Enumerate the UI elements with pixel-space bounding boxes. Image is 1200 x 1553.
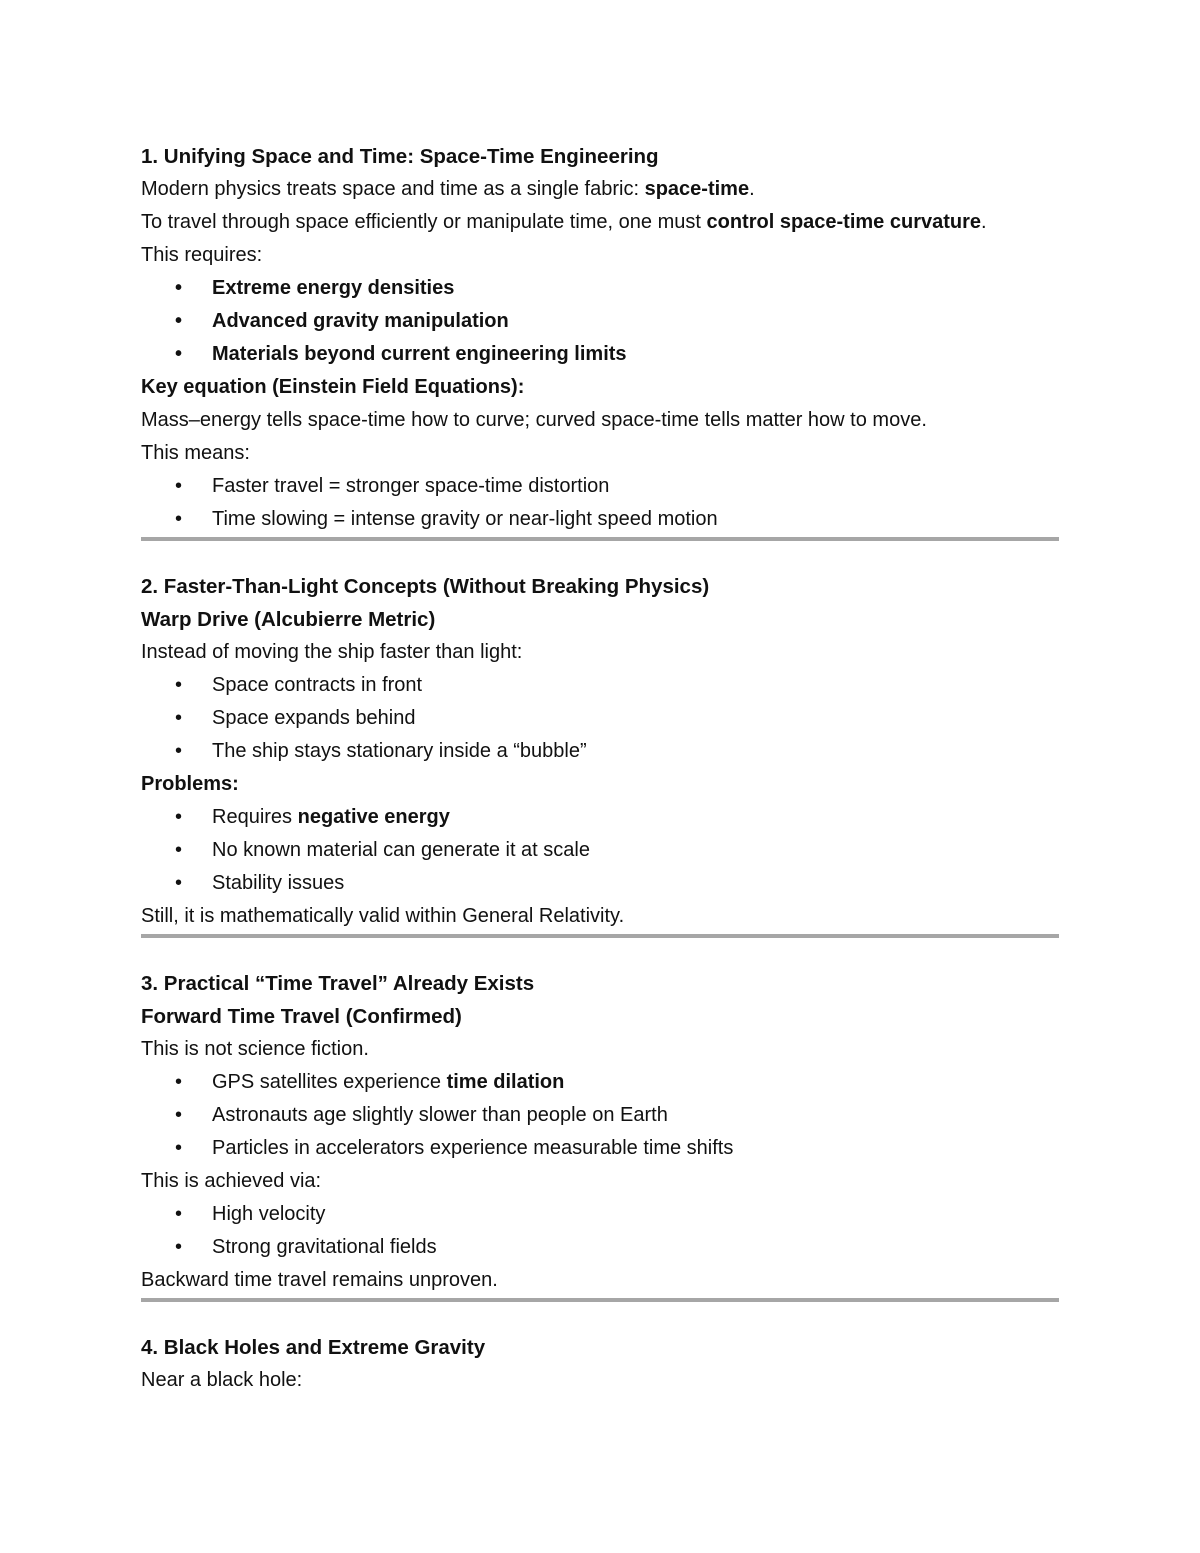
list-item-text: Space contracts in front [212,674,423,696]
list-item [141,1066,1059,1099]
list-item-text: Particles in accelerators experience measurable time shifts [212,1137,734,1159]
list-item-text: Time slowing = intense gravity or near-light speed motion [212,508,718,530]
bullet-icon: • [175,707,183,729]
means-label: This means: [141,442,250,464]
list-item [141,834,1059,867]
bullet-icon: • [175,310,183,332]
list-item-text: Materials beyond current engineering limits [212,343,627,365]
bullet-icon: • [175,1236,183,1258]
list-item [141,1198,1059,1231]
horizontal-divider [141,537,1059,541]
list-item [141,801,1059,834]
section-3-title: 3. Practical “Time Travel” Already Exists [141,972,535,995]
bullet-icon: • [175,872,183,894]
section-2-closing: Still, it is mathematically valid within General Relativity. [141,905,625,927]
list-item-text: Stability issues [212,872,345,894]
section-1-title: 1. Unifying Space and Time: Space-Time Engineering [141,145,659,168]
section-3-subtitle: Forward Time Travel (Confirmed) [141,1005,462,1028]
key-equation-label: Key equation (Einstein Field Equations): [141,376,525,398]
list-item [141,470,1059,503]
list-item [141,735,1059,768]
section-2-title: 2. Faster-Than-Light Concepts (Without Breaking Physics) [141,575,710,598]
list-item [141,1099,1059,1132]
requires-label: This requires: [141,244,263,266]
bold-term: control space-time curvature [706,211,982,233]
bullet-icon: • [175,1137,183,1159]
bullet-icon: • [175,1203,183,1225]
equation-text: Mass–energy tells space-time how to curve; curved space-time tells matter how to move. [141,409,927,431]
section-2-intro: Instead of moving the ship faster than light: [141,641,523,663]
list-item [141,338,1059,371]
bullet-icon: • [175,1071,183,1093]
list-item [141,867,1059,900]
bullet-icon: • [175,839,183,861]
text: Modern physics treats space and time as a single fabric: [141,178,645,200]
list-item [141,1231,1059,1264]
list-item-text: No known material can generate it at scale [212,839,590,861]
text: . [981,211,987,233]
list-item-text: High velocity [212,1203,326,1225]
list-item-text: Faster travel = stronger space-time distortion [212,475,610,497]
document-body [141,140,1059,1397]
list-item [141,272,1059,305]
problems-label: Problems: [141,773,239,795]
list-item-text: The ship stays stationary inside a “bubble” [212,740,587,762]
bullet-icon: • [175,277,183,299]
section-4-intro: Near a black hole: [141,1369,303,1391]
bullet-icon: • [175,740,183,762]
section-2-subtitle: Warp Drive (Alcubierre Metric) [141,608,436,631]
section-3-intro: This is not science fiction. [141,1038,369,1060]
text: . [749,178,755,200]
list-item-text: Requires [212,806,298,828]
text: To travel through space efficiently or manipulate time, one must [141,211,707,233]
bullet-icon: • [175,475,183,497]
section-4-title: 4. Black Holes and Extreme Gravity [141,1336,486,1359]
bold-term: space-time [644,178,750,200]
list-item-text: Advanced gravity manipulation [212,310,509,332]
section-1-paragraph-1 [141,173,1059,206]
bold-term: negative energy [297,806,450,828]
section-3-closing: Backward time travel remains unproven. [141,1269,498,1291]
horizontal-divider [141,1298,1059,1302]
list-item [141,1132,1059,1165]
list-item-text: GPS satellites experience [212,1071,447,1093]
list-item-text: Astronauts age slightly slower than people on Earth [212,1104,668,1126]
horizontal-divider [141,934,1059,938]
bullet-icon: • [175,674,183,696]
section-1-paragraph-2 [141,206,1059,239]
bullet-icon: • [175,508,183,530]
via-label: This is achieved via: [141,1170,322,1192]
list-item-text: Space expands behind [212,707,416,729]
list-item-text: Strong gravitational fields [212,1236,437,1258]
list-item [141,305,1059,338]
list-item [141,702,1059,735]
bullet-icon: • [175,806,183,828]
list-item [141,669,1059,702]
bullet-icon: • [175,1104,183,1126]
list-item-text: Extreme energy densities [212,277,455,299]
bullet-icon: • [175,343,183,365]
list-item [141,503,1059,536]
bold-term: time dilation [446,1071,565,1093]
